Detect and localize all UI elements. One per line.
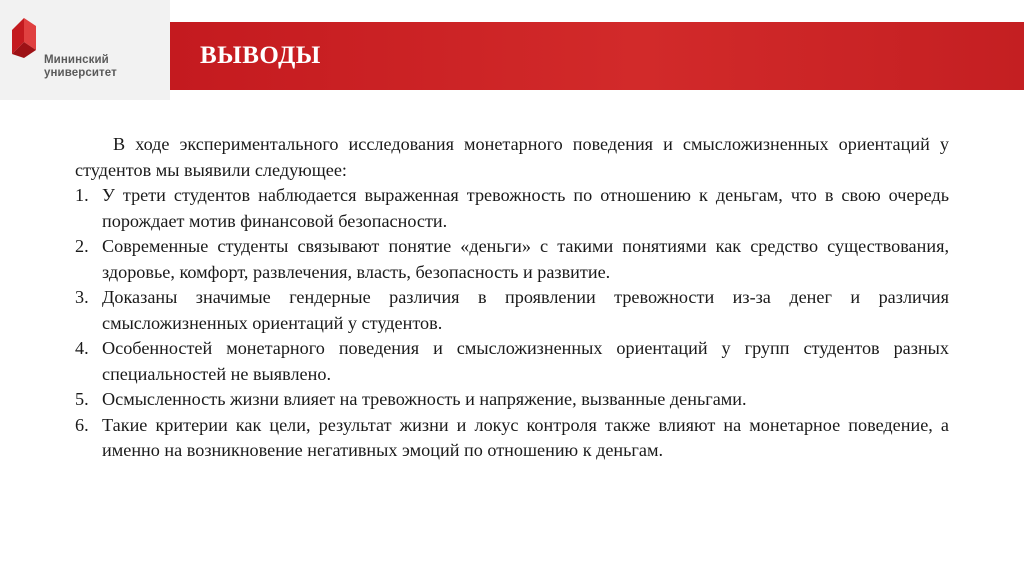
list-item-number: 5. <box>75 389 89 409</box>
logo-line-2: университет <box>44 67 117 79</box>
list-item <box>75 387 949 413</box>
list-item-text: Особенностей монетарного поведения и смысложизненных ориентаций у групп студентов разных специальностей не выявлено. <box>102 338 949 384</box>
list-item-text: Осмысленность жизни влияет на тревожность и напряжение, вызванные деньгами. <box>102 389 747 409</box>
list-item <box>75 183 949 234</box>
list-item-text: Доказаны значимые гендерные различия в проявлении тревожности из-за денег и различия смысложизненных ориентаций у студентов. <box>102 287 949 333</box>
list-item-text: Такие критерии как цели, результат жизни и локус контроля также влияют на монетарное поведение, а именно на возникновение негативных эмоций по отношению к деньгам. <box>102 414 949 460</box>
list-item-number: 1. <box>75 185 89 205</box>
list-item-number: 6. <box>75 414 89 435</box>
list-item-number: 2. <box>75 236 89 256</box>
university-logo-icon <box>10 14 44 58</box>
conclusions-list <box>75 183 949 464</box>
list-item <box>75 285 949 336</box>
list-item <box>75 413 949 464</box>
intro-paragraph: В ходе экспериментального исследования монетарного поведения и смысложизненных ориентаций у студентов мы выявили следующее: <box>75 134 949 180</box>
list-item-number: 3. <box>75 287 89 307</box>
list-item-number: 4. <box>75 338 89 358</box>
logo-panel <box>0 0 170 100</box>
content-body <box>75 132 949 464</box>
logo-line-1: Мининский <box>44 54 109 66</box>
list-item <box>75 336 949 387</box>
logo-text <box>44 54 117 80</box>
list-item <box>75 234 949 285</box>
list-item-text: Современные студенты связывают понятие «деньги» с такими понятиями как средство существования, здоровье, комфорт, развлечения, власть, безопасность и развитие. <box>102 236 949 282</box>
header-band <box>170 22 1024 90</box>
page-title: ВЫВОДЫ <box>200 42 321 69</box>
list-item-text: У трети студентов наблюдается выраженная тревожность по отношению к деньгам, что в свою очередь порождает мотив финансовой безопасности. <box>102 185 949 231</box>
